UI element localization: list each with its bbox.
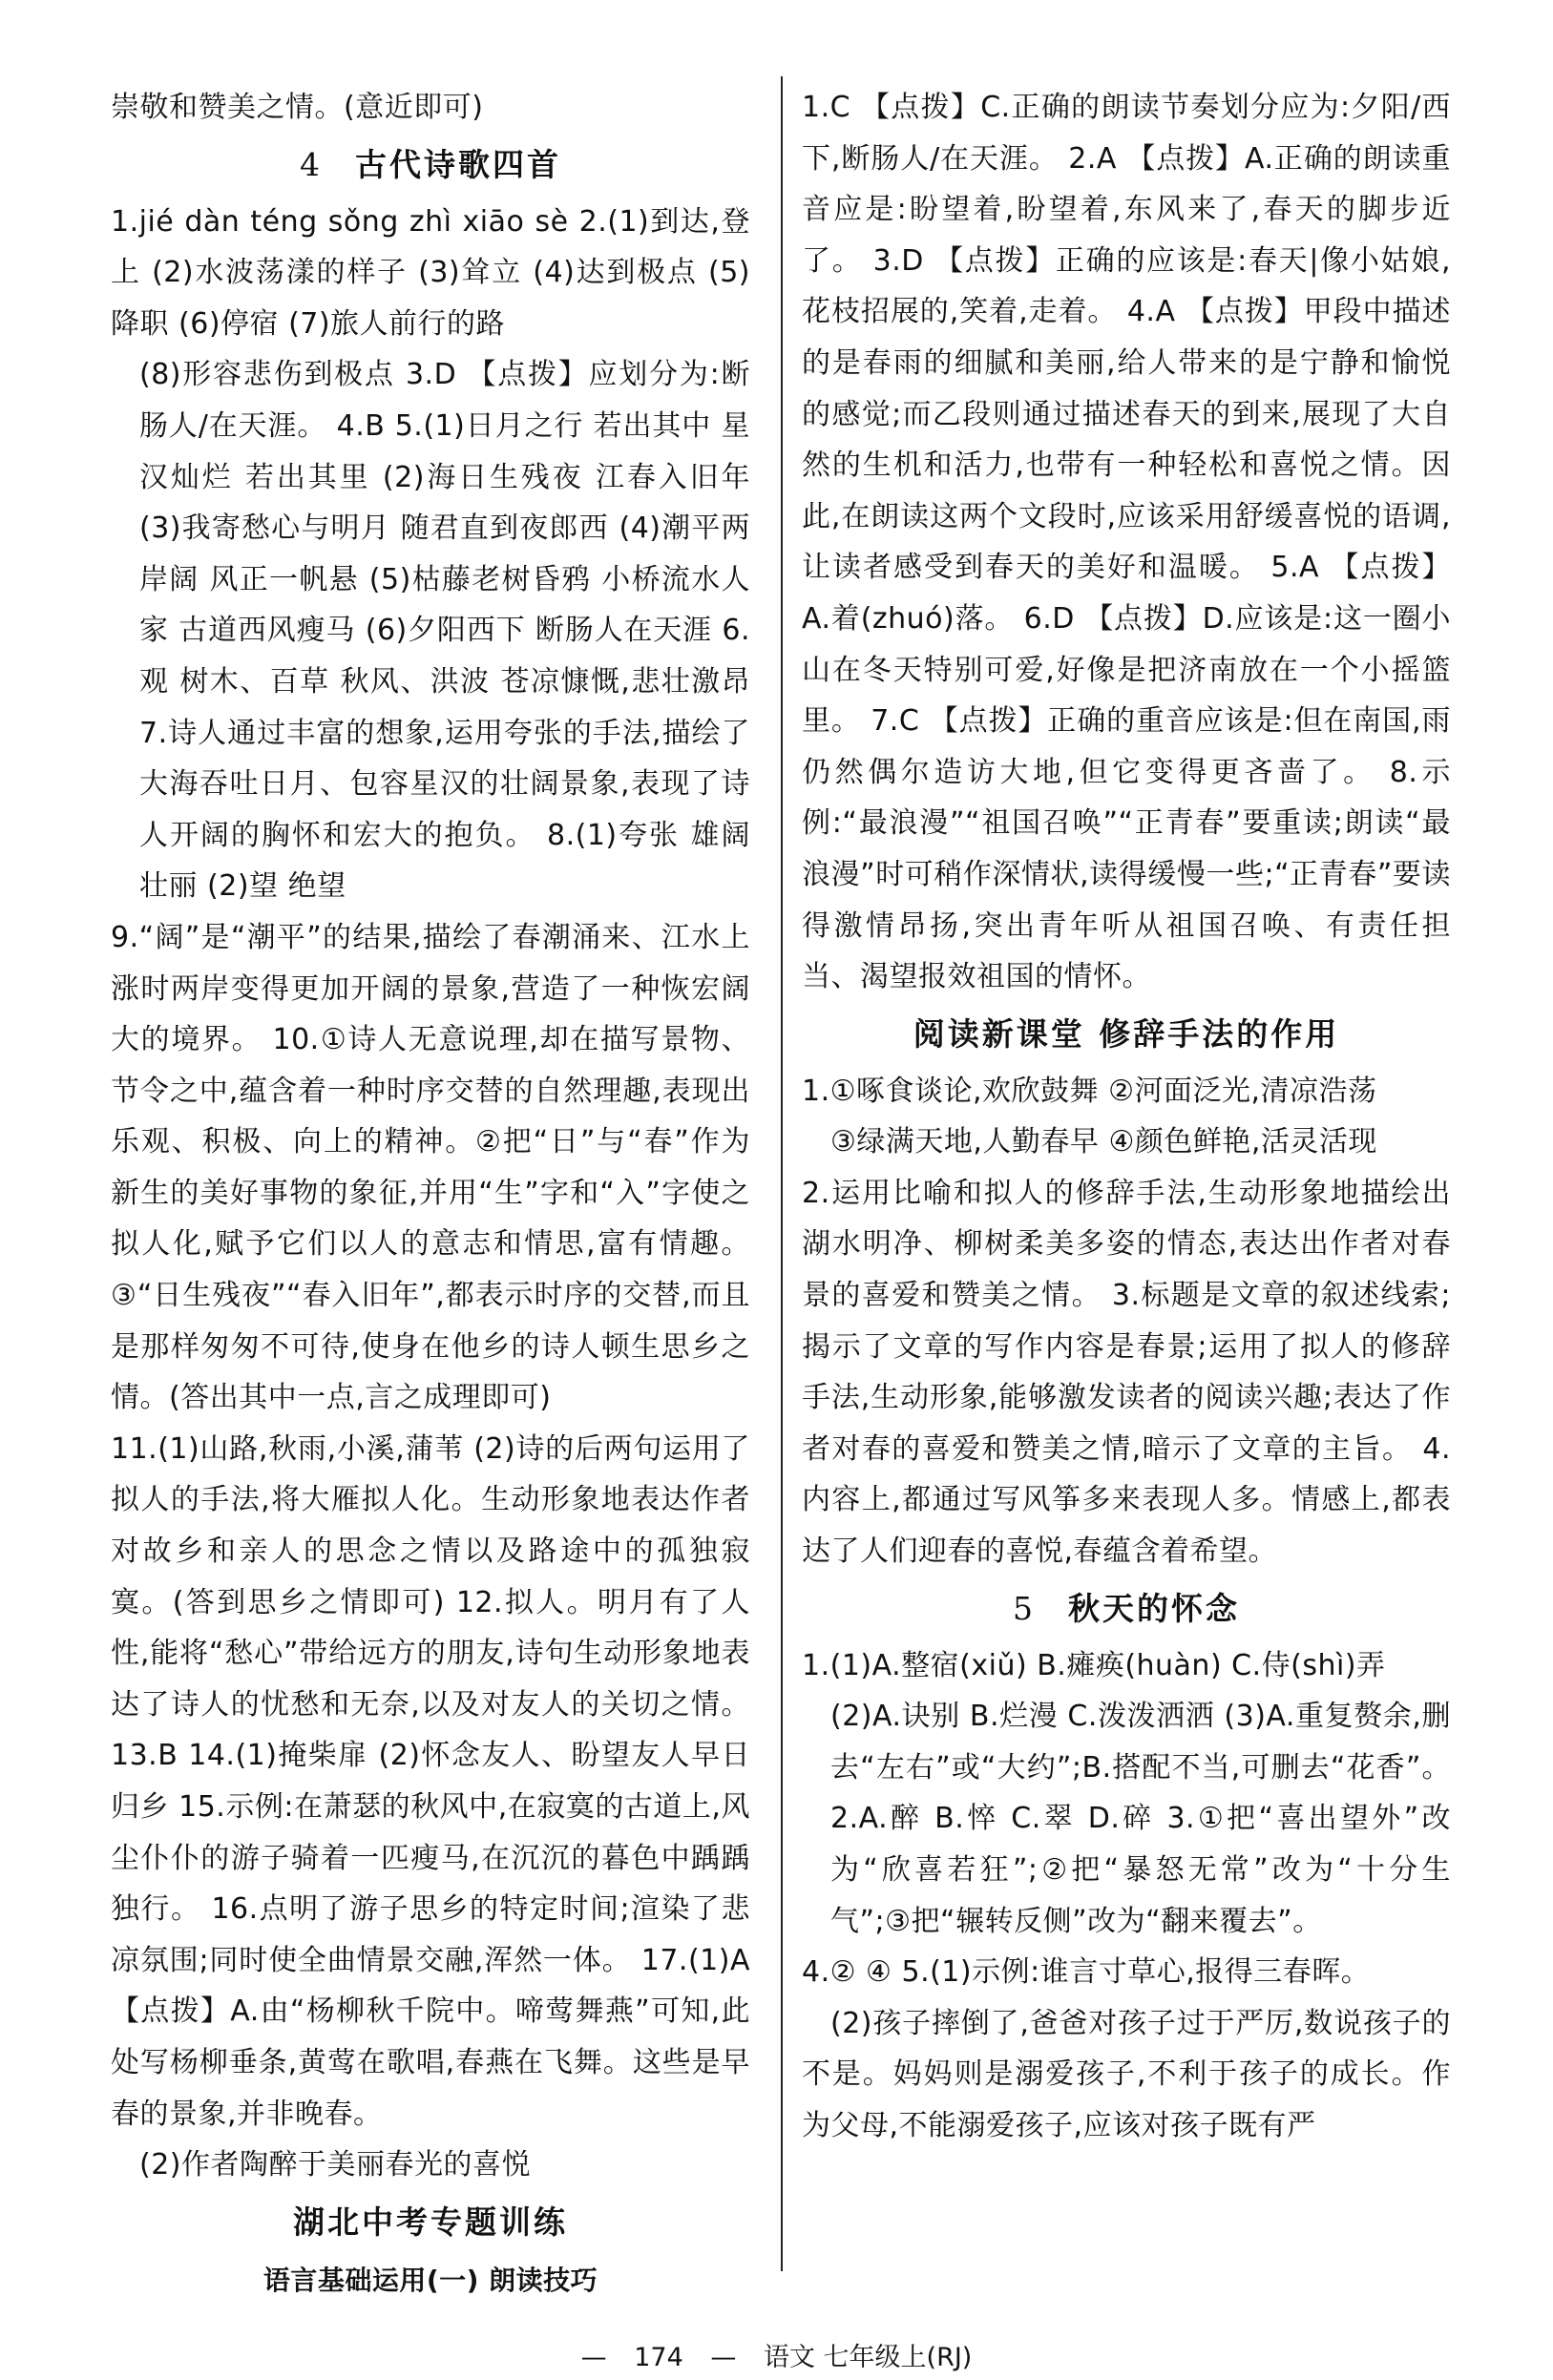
answer-paragraph: 2.运用比喻和拟人的修辞手法,生动形象地描绘出湖水明净、柳树柔美多姿的情态,表达出作者对春景的喜爱和赞美之情。 3.标题是文章的叙述线索;揭示了文章的写作内容是春景;运用了拟人的修辞手法,生动形象,能够激发读者的阅读兴趣;表达了作者对春的喜爱和赞美之情,暗示了文章的主旨。 4.内容上,都通过写风筝多来表现人多。情感上,都表达了人们迎春的喜悦,春蕴含着希望。 (802, 1176, 1451, 1569)
section-title-text: 古代诗歌四首 (355, 145, 561, 183)
answer-paragraph: (2)A.诀别 B.烂漫 C.泼泼洒洒 (3)A.重复赘余,删去“左右”或“大约”;B.搭配不当,可删去“花香”。 2.A.醉 B.悴 C.翠 D.碎 3.①把“喜出望外”改为“欣喜若狂”;②把“暴怒无常”改为“十分生气”;③把“辗转反侧”改为“翻来覆去”。 (830, 1700, 1451, 1938)
answer-paragraph: 1.jié dàn téng sǒng zhì xiāo sè 2.(1)到达,登上 (2)水波荡漾的样子 (3)耸立 (4)达到极点 (5)降职 (6)停宿 (7)旅人前行的路 (111, 204, 750, 341)
answer-paragraph: 4.② ④ 5.(1)示例:谁言寸草心,报得三春晖。 (802, 1955, 1371, 1990)
answer-paragraph: ③绿满天地,人勤春早 ④颜色鲜艳,活灵活现 (830, 1125, 1377, 1159)
section-title (802, 1583, 1451, 1635)
page-footer (0, 2336, 1553, 2373)
hubei-title: 湖北中考专题训练 (293, 2203, 568, 2241)
answer-paragraph: (2)孩子摔倒了,爸爸对孩子过于严厉,数说孩子的不是。妈妈则是溺爱孩子,不利于孩子的成长。作为父母,不能溺爱孩子,应该对孩子既有严 (802, 2006, 1451, 2142)
book-subject: 语文 七年级上(RJ) (763, 2343, 973, 2372)
answer-paragraph: 1.①啄食谈论,欢欣鼓舞 ②河面泛光,清凉浩荡 (802, 1074, 1377, 1108)
section-title-text: 秋天的怀念 (1068, 1589, 1240, 1627)
footer-dash-left: — (580, 2343, 607, 2372)
section-number: 4 (300, 145, 323, 183)
answer-paragraph: (8)形容悲伤到极点 3.D 【点拨】应划分为:断肠人/在天涯。 4.B 5.(1)日月之行 若出其中 星汉灿烂 若出其里 (2)海日生残夜 江春入旧年 (3)我寄愁心与明月 随君直到夜郎西 (4)潮平两岸阔 风正一帆悬 (5)枯藤老树昏鸦 小桥流水人家 古道西风瘦马 (6)夕阳西下 断肠人在天涯 6.观 树木、百草 秋风、洪波 苍凉慷慨,悲壮激昂 7.诗人通过丰富的想象,运用夸张的手法,描绘了大海吞吐日月、包容星汉的壮阔景象,表现了诗人开阔的胸怀和宏大的抱负。 8.(1)夸张 雄阔壮丽 (2)望 绝望 (139, 358, 750, 904)
section-number: 5 (1013, 1589, 1036, 1627)
answer-paragraph: (2)作者陶醉于美丽春光的喜悦 (139, 2148, 531, 2182)
answer-paragraph: 崇敬和赞美之情。(意近即可) (111, 91, 484, 124)
page-number: 174 (634, 2343, 683, 2372)
answer-paragraph: 11.(1)山路,秋雨,小溪,蒲苇 (2)诗的后两句运用了拟人的手法,将大雁拟人化。生动形象地表达作者对故乡和亲人的思念之情以及路途中的孤独寂寞。(答到思乡之情即可) 12.拟人。明月有了人性,能将“愁心”带给远方的朋友,诗句生动形象地表达了诗人的忧愁和无奈,以及对友人的关切之情。 13.B 14.(1)掩柴扉 (2)怀念友人、盼望友人早日归乡 15.示例:在萧瑟的秋风中,在寂寞的古道上,风尘仆仆的游子骑着一匹瘦马,在沉沉的暮色中踽踽独行。 16.点明了游子思乡的特定时间;渲染了悲凉氛围;同时使全曲情景交融,浑然一体。 17.(1)A 【点拨】A.由“杨柳秋千院中。啼莺舞燕”可知,此处写杨柳垂条,黄莺在歌唱,春燕在飞舞。这些是早春的景象,并非晚春。 (111, 1431, 750, 2131)
hubei-subtitle: 语言基础运用(一) 朗读技巧 (262, 2264, 598, 2296)
column-divider (781, 76, 783, 2271)
answer-paragraph: 9.“阔”是“潮平”的结果,描绘了春潮涌来、江水上涨时两岸变得更加开阔的景象,营造了一种恢宏阔大的境界。 10.①诗人无意说理,却在描写景物、节令之中,蕴含着一种时序交替的自然理趣,表现出乐观、积极、向上的精神。②把“日”与“春”作为新生的美好事物的象征,并用“生”字和“入”字使之拟人化,赋予它们以人的意志和情思,富有情趣。③“日生残夜”“春入旧年”,都表示时序的交替,而且是那样匆匆不可待,使身在他乡的诗人顿生思乡之情。(答出其中一点,言之成理即可) (111, 920, 750, 1415)
right-column (802, 82, 1451, 2152)
answer-paragraph: 1.C 【点拨】C.正确的朗读节奏划分应为:夕阳/西下,断肠人/在天涯。 2.A 【点拨】A.正确的朗读重音应是:盼望着,盼望着,东风来了,春天的脚步近了。 3.D 【点拨】正确的应该是:春天|像小姑娘,花枝招展的,笑着,走着。 4.A 【点拨】甲段中描述的是春雨的细腻和美丽,给人带来的是宁静和愉悦的感觉;而乙段则通过描述春天的到来,展现了大自然的生机和活力,也带有一种轻松和喜悦之情。因此,在朗读这两个文段时,应该采用舒缓喜悦的语调,让读者感受到春天的美好和温暖。 5.A 【点拨】A.着(zhuó)落。 6.D 【点拨】D.应该是:这一圈小山在冬天特别可爱,好像是把济南放在一个小摇篮里。 7.C 【点拨】正确的重音应该是:但在南国,雨仍然偶尔造访大地,但它变得更吝啬了。 8.示例:“最浪漫”“祖国召唤”“正青春”要重读;朗读“最浪漫”时可稍作深情状,读得缓慢一些;“正青春”要读得激情昂扬,突出青年听从祖国召唤、有责任担当、渴望报效祖国的情怀。 (802, 91, 1451, 994)
section-title (111, 139, 750, 191)
reading-section-title: 阅读新课堂 修辞手法的作用 (913, 1014, 1340, 1053)
footer-dash-right: — (710, 2343, 737, 2372)
left-column (111, 82, 750, 2307)
answer-paragraph: 1.(1)A.整宿(xiǔ) B.瘫痪(huàn) C.侍(shì)弄 (802, 1648, 1386, 1682)
